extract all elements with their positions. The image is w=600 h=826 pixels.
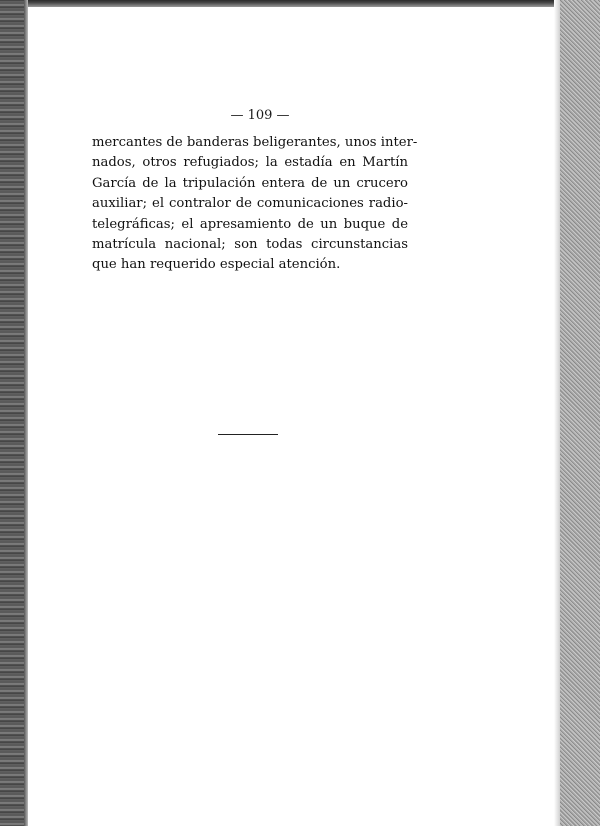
text-line: telegráficas; el apresamiento de un buque de — [92, 216, 408, 232]
text-line: García de la tripulación entera de un crucero — [92, 175, 408, 191]
text-line: auxiliar; el contralor de comunicaciones radio- — [92, 196, 408, 212]
text-line: que han requerido especial atención. — [92, 257, 341, 273]
scan-edge-top — [0, 0, 600, 7]
page-number: — 109 — — [230, 108, 290, 123]
scan-edge-right — [560, 0, 600, 826]
text-line: mercantes de banderas beligerantes, unos inter- — [92, 135, 418, 150]
text-line: matrícula nacional; son todas circunstancias — [92, 237, 408, 253]
scan-edge-left — [0, 0, 24, 826]
scan-edge-left-shadow — [24, 0, 28, 826]
text-line: nados, otros refugiados; la estadía en Martín — [92, 155, 408, 171]
section-divider — [218, 434, 278, 435]
body-paragraph — [92, 133, 418, 276]
